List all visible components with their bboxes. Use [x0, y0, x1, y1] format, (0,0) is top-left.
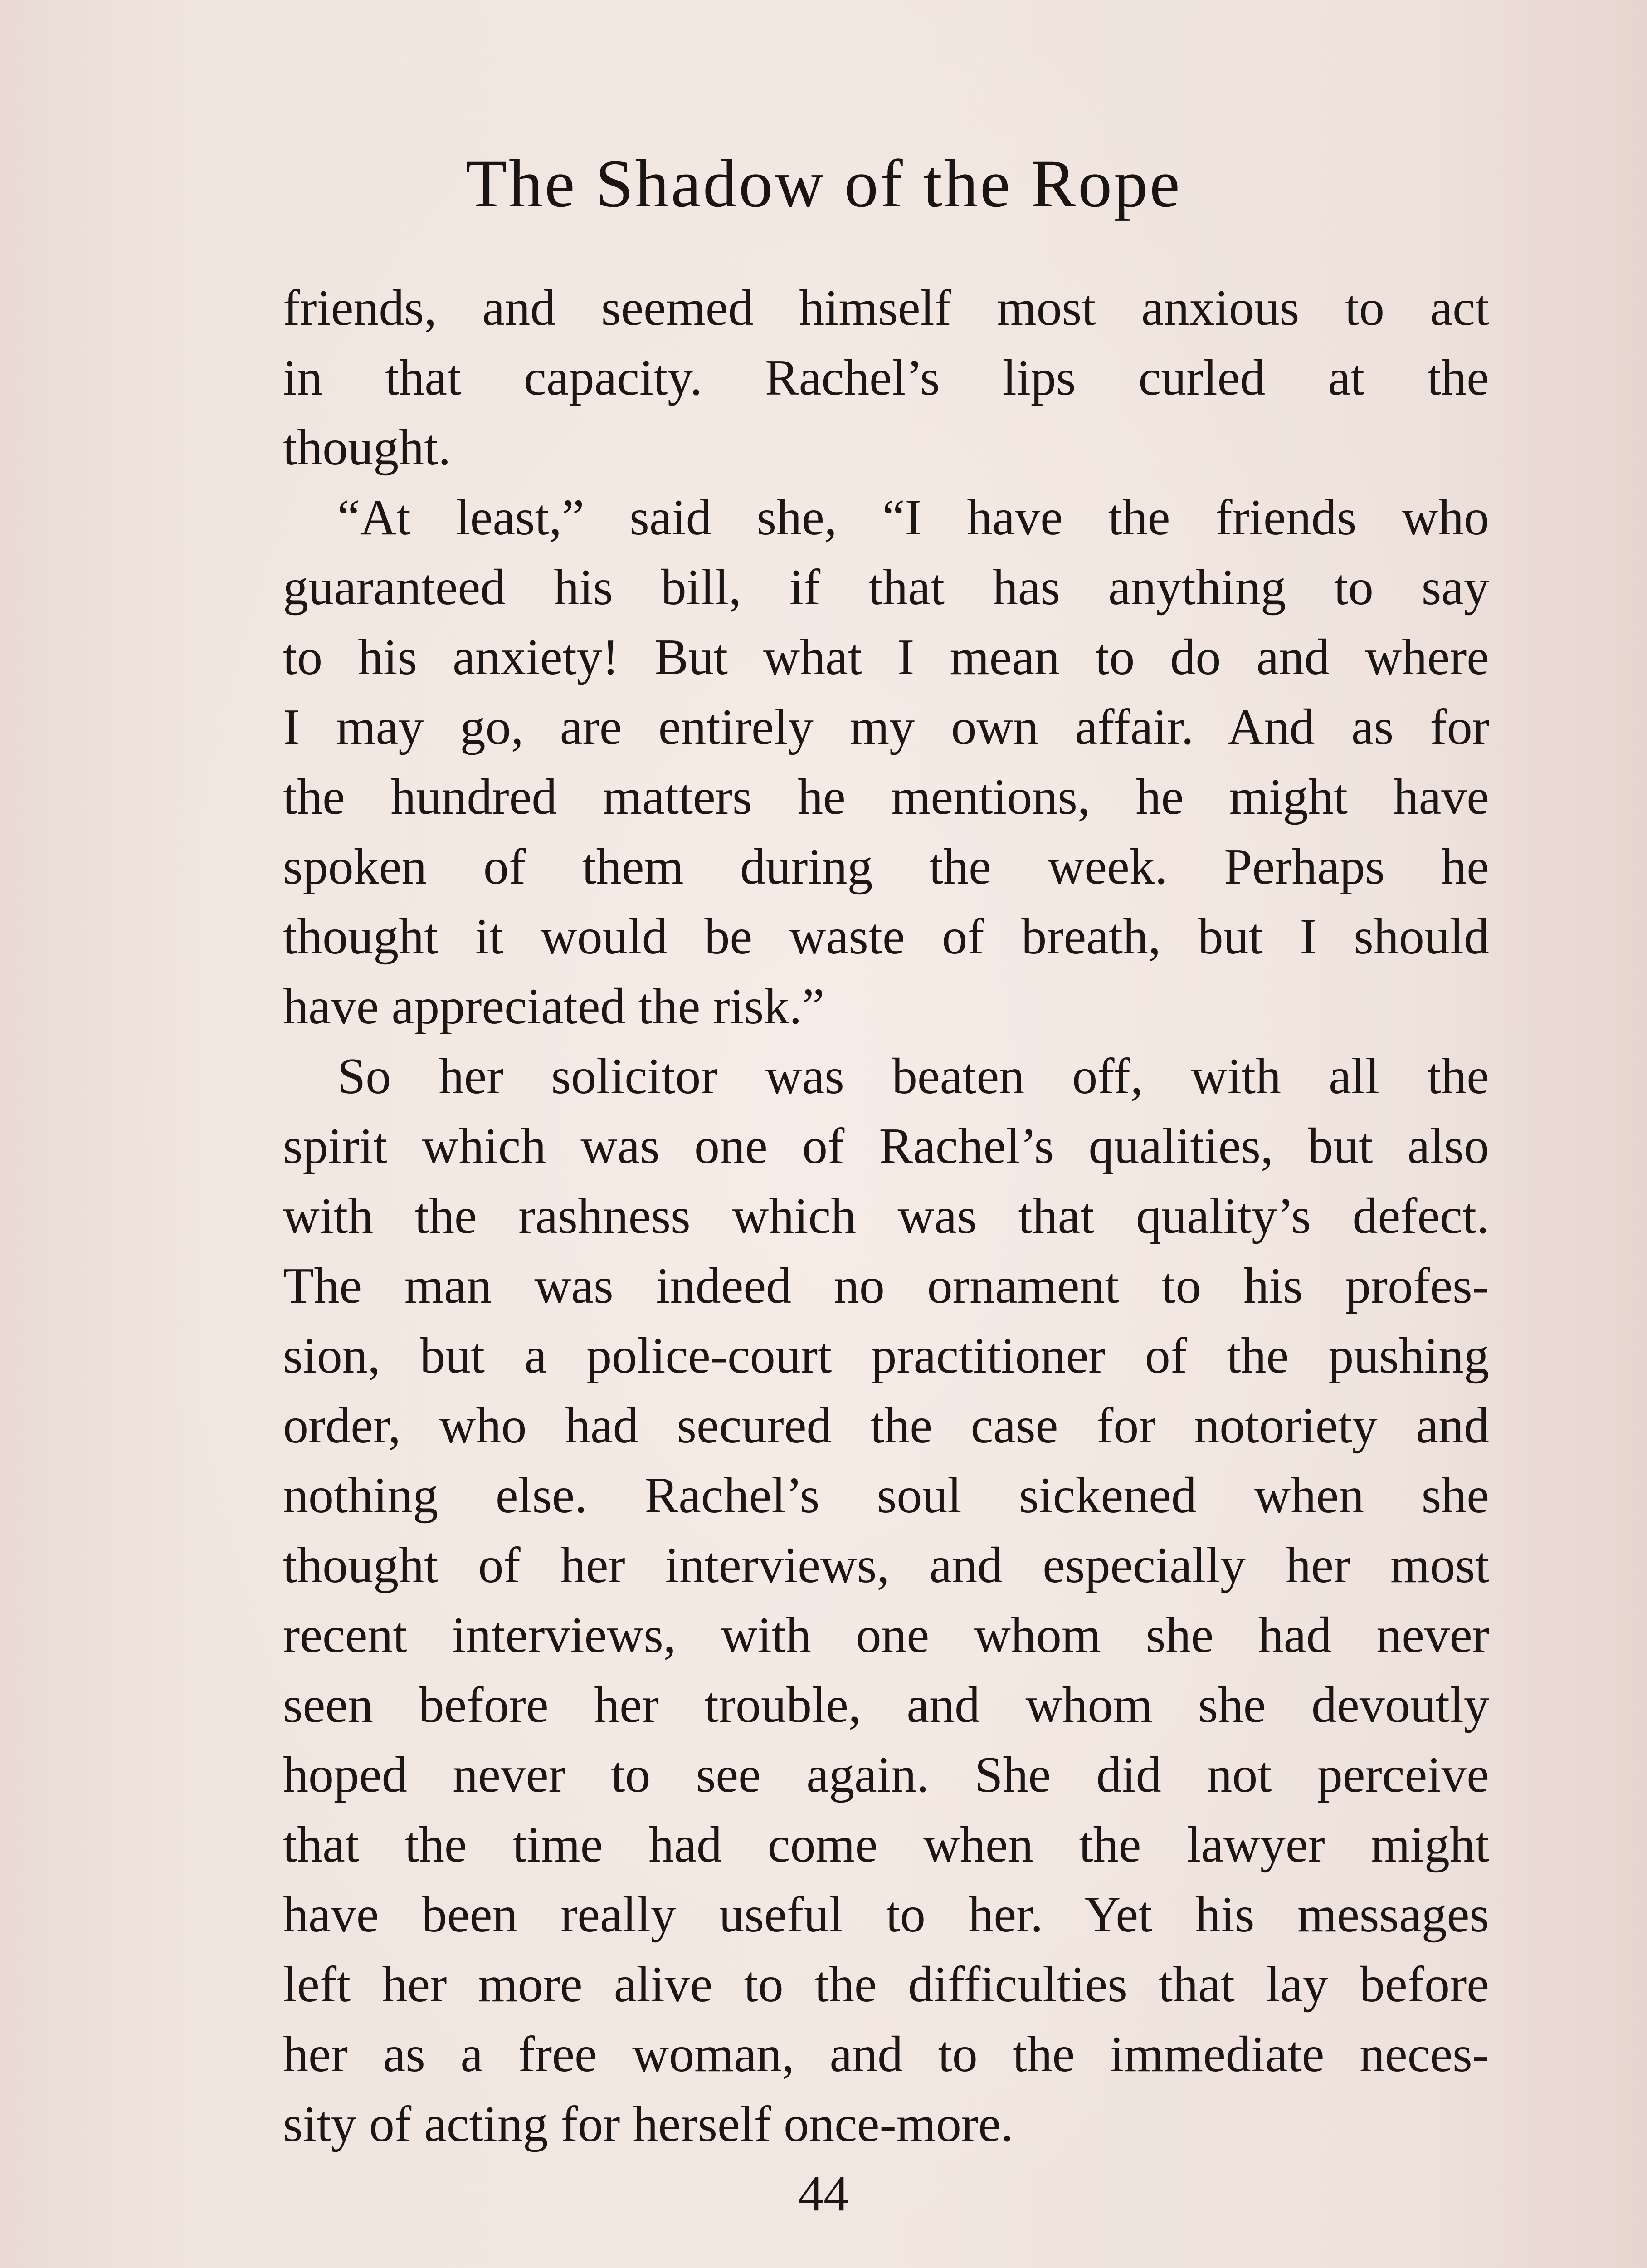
text-line: have appreciated the risk.” [283, 978, 825, 1035]
text-line: nothing else. Rachel’s soul sickened when she [283, 1467, 1489, 1524]
page-number: 44 [798, 2165, 849, 2222]
text-line: sion, but a police-court practitioner of the pushing [283, 1328, 1489, 1384]
text-line: that the time had come when the lawyer might [283, 1817, 1489, 1873]
text-line: I may go, are entirely my own affair. And as for [283, 699, 1489, 755]
text-line: to his anxiety! But what I mean to do and where [283, 629, 1489, 685]
text-line: her as a free woman, and to the immediate neces- [283, 2026, 1489, 2082]
text-line: with the rashness which was that quality’s defect. [283, 1188, 1489, 1244]
text-line: spirit which was one of Rachel’s qualities, but also [283, 1118, 1489, 1174]
text-line: recent interviews, with one whom she had never [283, 1607, 1489, 1663]
text-line: thought of her interviews, and especially her most [283, 1537, 1489, 1593]
text-line: seen before her trouble, and whom she devoutly [283, 1677, 1489, 1733]
text-line: So her solicitor was beaten off, with all the [337, 1048, 1489, 1105]
text-line: friends, and seemed himself most anxious to act [283, 280, 1489, 336]
text-line: order, who had secured the case for notoriety and [283, 1398, 1489, 1454]
text-line: in that capacity. Rachel’s lips curled at the [283, 350, 1489, 406]
text-line: the hundred matters he mentions, he might have [283, 769, 1489, 825]
text-line: have been really useful to her. Yet his messages [283, 1887, 1489, 1943]
text-line: The man was indeed no ornament to his profes- [283, 1258, 1489, 1314]
text-line: sity of acting for herself once-more. [283, 2096, 1014, 2152]
text-line: thought it would be waste of breath, but I should [283, 909, 1489, 965]
text-line: guaranteed his bill, if that has anything to say [283, 559, 1489, 616]
text-line: “At least,” said she, “I have the friends who [337, 489, 1489, 546]
text-line: left her more alive to the difficulties that lay before [283, 1956, 1489, 2013]
body-text [283, 273, 1489, 2159]
text-line: thought. [283, 420, 451, 476]
running-head: The Shadow of the Rope [465, 146, 1182, 221]
text-line: hoped never to see again. She did not perceive [283, 1747, 1489, 1803]
text-line: spoken of them during the week. Perhaps he [283, 839, 1489, 895]
